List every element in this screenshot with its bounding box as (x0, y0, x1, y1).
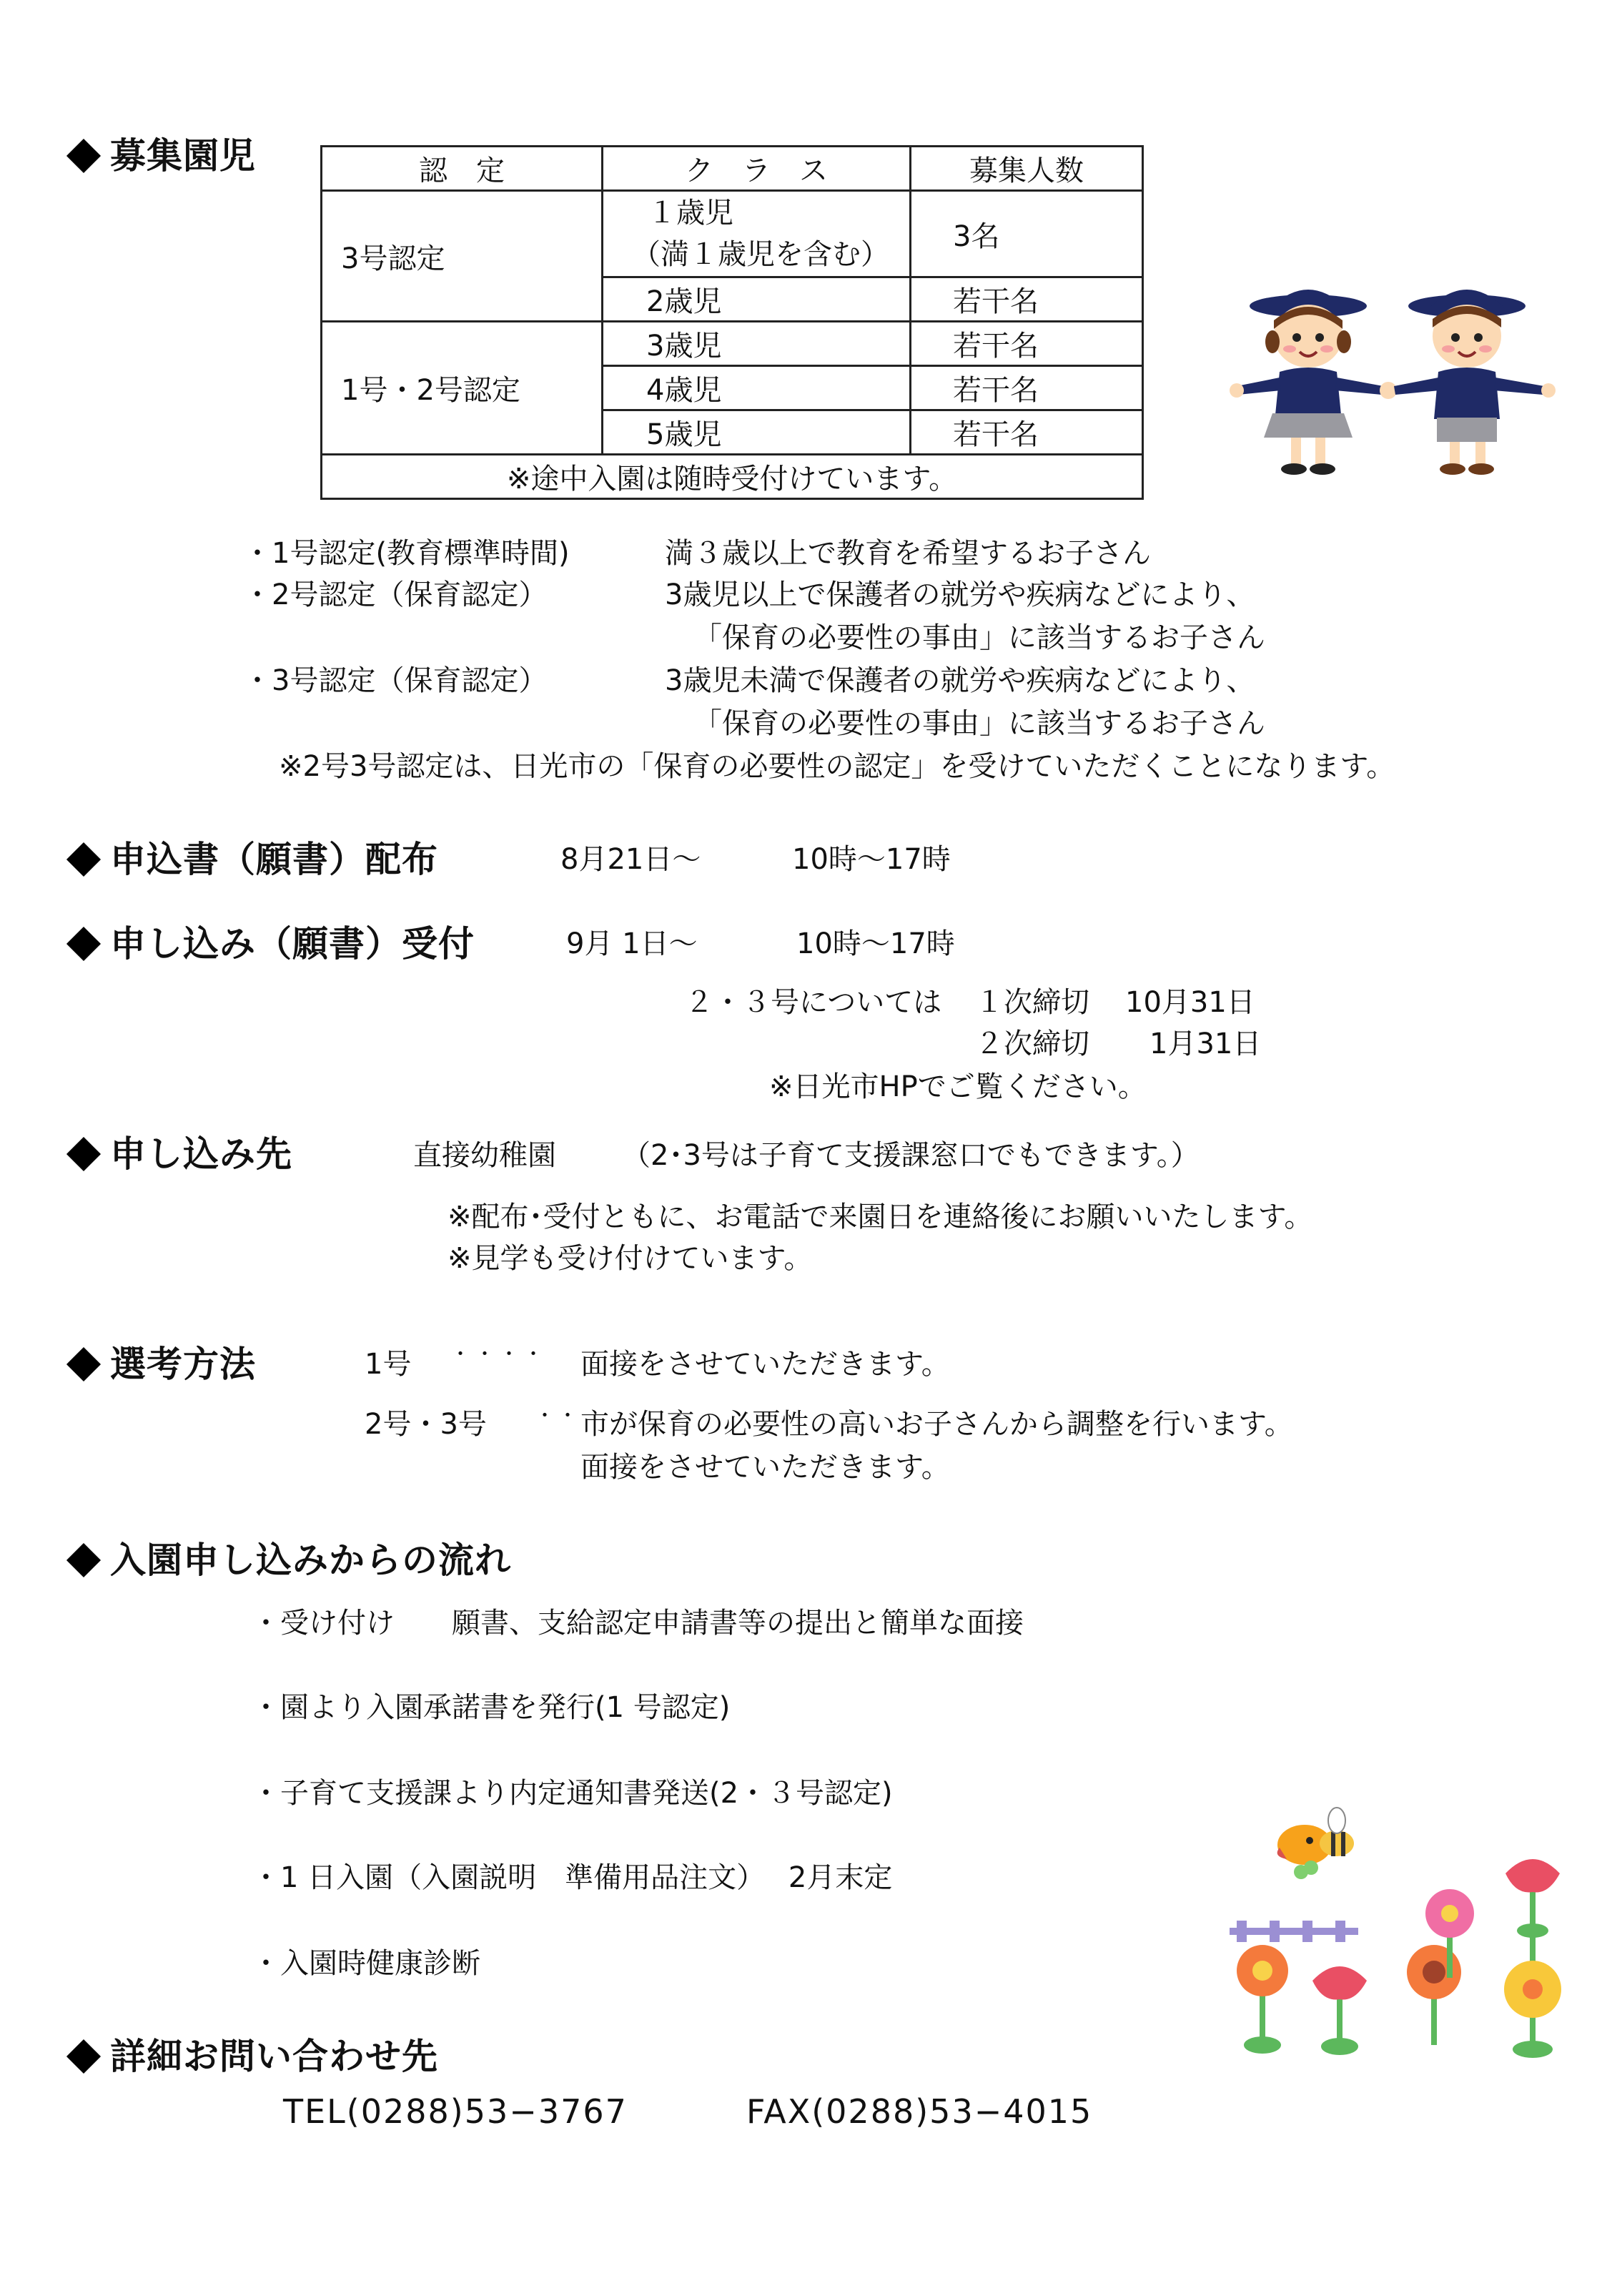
flower-icon (1407, 1945, 1461, 2045)
table-note: ※途中入園は随時受付けています。 (322, 455, 1143, 499)
count-cell: 若干名 (911, 410, 1143, 455)
count-cell: 若干名 (911, 277, 1143, 322)
apply-note2: ※見学も受け付けています。 (448, 1242, 813, 1275)
cert-desc-2b: 「保育の必要性の事由」に該当するお子さん (693, 621, 1265, 654)
diamond-bullet-icon (66, 2039, 101, 2073)
selection-row2-dots: ・・ (535, 1404, 581, 1427)
flowers-bee-illustration (1230, 1788, 1573, 2074)
distribution-date: 8月21日～ (560, 843, 701, 876)
cert-desc-3b: 「保育の必要性の事由」に該当するお子さん (693, 707, 1265, 740)
distribution-time: 10時～17時 (792, 843, 951, 876)
cert-label-3: ・3号認定（保育認定） (243, 664, 548, 697)
count-cell: 若干名 (911, 366, 1143, 410)
recruitment-table (320, 145, 1144, 500)
cert-label-1: ・1号認定(教育標準時間) (243, 537, 570, 570)
flower-icon (1504, 1859, 1561, 2058)
diamond-bullet-icon (66, 842, 101, 876)
section-heading-contact: 詳細お問い合わせ先 (63, 2028, 438, 2079)
cert-cell: 3号認定 (322, 191, 603, 322)
reception-time: 10時～17時 (796, 927, 955, 960)
header-class: ク ラ ス (603, 147, 911, 191)
header-count: 募集人数 (911, 147, 1143, 191)
flow-step: ・子育て支援課より内定通知書発送(2・３号認定) (252, 1777, 893, 1810)
apply-note1: ※配布･受付ともに、お電話で来園日を連絡後にお願いいたします。 (448, 1201, 1313, 1233)
flower-icon (1312, 1966, 1367, 2055)
selection-row2-desc1: 市が保育の必要性の高いお子さんから調整を行います。 (580, 1408, 1293, 1441)
section-heading-selection: 選考方法 (63, 1336, 256, 1387)
cert-desc-1: 満３歳以上で教育を希望するお子さん (665, 537, 1151, 570)
diamond-bullet-icon (66, 926, 101, 960)
selection-row2-desc2: 面接をさせていただきます。 (580, 1451, 950, 1484)
flow-step: ・受け付け 願書、支給認定申請書等の提出と簡単な面接 (252, 1607, 1024, 1640)
table-header-row (322, 147, 1143, 191)
diamond-bullet-icon (66, 1136, 101, 1171)
bee-icon (1277, 1808, 1354, 1879)
flow-step: ・園より入園承諾書を発行(1 号認定) (252, 1691, 731, 1724)
flow-step: ・1 日入園（入園説明 準備用品注文） 2月末定 (252, 1861, 893, 1894)
girl-figure (1230, 290, 1383, 475)
deadline1-label: １次締切 (975, 986, 1089, 1019)
class-cell: 3歳児 (603, 322, 911, 366)
class-cell: 2歳児 (603, 277, 911, 322)
diamond-bullet-icon (66, 1542, 101, 1577)
table-row (322, 322, 1143, 366)
table-note-row (322, 455, 1143, 499)
boy-figure (1394, 290, 1556, 475)
cert-note: ※2号3号認定は、日光市の「保育の必要性の認定」を受けていただくことになります。 (279, 750, 1395, 783)
class-cell: 4歳児 (603, 366, 911, 410)
hp-note: ※日光市HPでご覧ください。 (769, 1070, 1147, 1103)
deadline1-date: 10月31日 (1125, 986, 1255, 1019)
class-line1: １歳児 (648, 197, 733, 230)
selection-row1-desc: 面接をさせていただきます。 (580, 1348, 950, 1381)
reception-date: 9月 1日～ (566, 927, 698, 960)
cert-label-2: ・2号認定（保育認定） (243, 578, 548, 611)
fence-icon (1230, 1921, 1358, 1942)
contact-tel: TEL(0288)53−3767 (283, 2092, 628, 2131)
count-cell: 3名 (911, 191, 1143, 277)
apply-place: 直接幼稚園 (413, 1139, 556, 1172)
section-heading-distribution: 申込書（願書）配布 (63, 831, 438, 882)
header-cert: 認 定 (322, 147, 603, 191)
diamond-bullet-icon (66, 1346, 101, 1381)
diamond-bullet-icon (66, 138, 101, 172)
cert-cell: 1号・2号認定 (322, 322, 603, 455)
cert-desc-2a: 3歳児以上で保護者の就労や疾病などにより、 (665, 578, 1255, 611)
flow-step: ・入園時健康診断 (252, 1947, 480, 1980)
flower-icon (1237, 1945, 1288, 2054)
count-cell: 若干名 (911, 322, 1143, 366)
class-line2: （満１歳児を含む） (632, 238, 889, 271)
class-cell (603, 191, 911, 277)
section-heading-recruit: 募集園児 (63, 127, 256, 179)
apply-alt: （2･3号は子育て支援課窓口でもできます。） (622, 1139, 1200, 1172)
selection-row2-label: 2号・3号 (365, 1408, 487, 1441)
deadline2-date: 1月31日 (1149, 1028, 1262, 1060)
section-heading-flow: 入園申し込みからの流れ (63, 1532, 511, 1583)
section-heading-reception: 申し込み（願書）受付 (63, 915, 475, 967)
selection-row1-label: 1号 (365, 1348, 412, 1381)
contact-fax: FAX(0288)53−4015 (746, 2092, 1093, 2131)
deadline2-label: ２次締切 (975, 1028, 1089, 1060)
selection-row1-dots: ・・・・ (450, 1342, 548, 1366)
section-heading-apply-to: 申し込み先 (63, 1125, 292, 1177)
cert-desc-3a: 3歳児未満で保護者の就労や疾病などにより、 (665, 664, 1255, 697)
class-cell: 5歳児 (603, 410, 911, 455)
deadline-intro: ２・３号については (685, 986, 942, 1019)
children-illustration (1230, 286, 1558, 486)
table-row (322, 191, 1143, 277)
